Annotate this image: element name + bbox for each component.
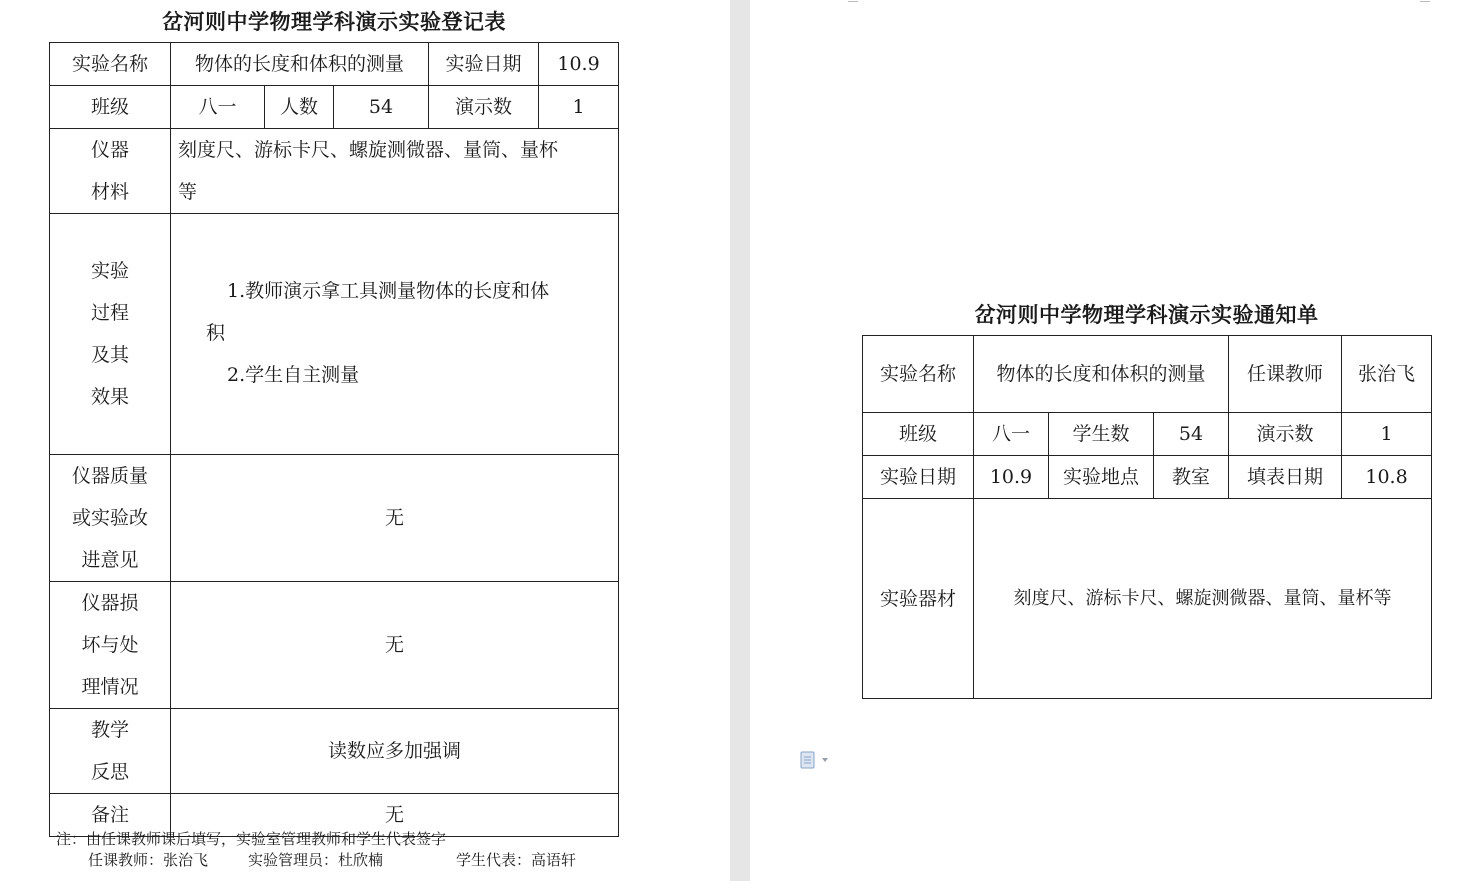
right-page (750, 0, 1474, 881)
reflection-label: 教学 反思 (50, 709, 171, 794)
quality-label: 仪器质量 或实验改 进意见 (50, 455, 171, 582)
table-row (50, 43, 619, 86)
quality-value: 无 (171, 455, 619, 582)
table-row (863, 456, 1432, 499)
notice-fill-date-value: 10.8 (1342, 456, 1432, 499)
remarks-value: 无 (171, 794, 619, 837)
page-corner-mark (848, 1, 858, 2)
table-row (50, 86, 619, 129)
count-value: 54 (334, 86, 429, 129)
class-value: 八一 (171, 86, 265, 129)
registration-table (49, 42, 619, 837)
table-row (50, 455, 619, 582)
process-value: 1.教师演示拿工具测量物体的长度和体 积 2.学生自主测量 (171, 214, 619, 455)
notice-fill-date-label: 填表日期 (1229, 456, 1342, 499)
student-signature: 学生代表：高语轩 (456, 851, 577, 869)
table-row (863, 499, 1432, 699)
count-label: 人数 (265, 86, 334, 129)
demo-value: 1 (539, 86, 619, 129)
notice-students-value: 54 (1154, 413, 1229, 456)
paste-options-icon[interactable] (800, 751, 830, 769)
notice-students-label: 学生数 (1049, 413, 1154, 456)
table-row (863, 413, 1432, 456)
notice-class-label: 班级 (863, 413, 974, 456)
table-row (50, 582, 619, 709)
left-title: 岔河则中学物理学科演示实验登记表 (162, 10, 506, 34)
notice-date-label: 实验日期 (863, 456, 974, 499)
page-corner-mark (1420, 1, 1430, 2)
notice-teacher-value: 张治飞 (1342, 336, 1432, 413)
form-note: 注：由任课教师课后填写，实验室管理教师和学生代表签字 (56, 830, 447, 848)
class-label: 班级 (50, 86, 171, 129)
remarks-label: 备注 (50, 794, 171, 837)
notice-date-value: 10.9 (974, 456, 1049, 499)
notice-place-value: 教室 (1154, 456, 1229, 499)
notice-exp-name-label: 实验名称 (863, 336, 974, 413)
manager-signature: 实验管理员：杜欣楠 (248, 851, 384, 869)
demo-label: 演示数 (429, 86, 539, 129)
notice-equipment-value: 刻度尺、游标卡尺、螺旋测微器、量筒、量杯等 (974, 499, 1432, 699)
notice-demo-value: 1 (1342, 413, 1432, 456)
notice-table (862, 335, 1432, 699)
process-label: 实验 过程 及其 效果 (50, 214, 171, 455)
notice-place-label: 实验地点 (1049, 456, 1154, 499)
notice-class-value: 八一 (974, 413, 1049, 456)
teacher-signature: 任课教师：张治飞 (88, 851, 209, 869)
exp-date-value: 10.9 (539, 43, 619, 86)
paste-options-icon[interactable] (800, 751, 830, 769)
table-row (50, 129, 619, 214)
exp-name-value: 物体的长度和体积的测量 (171, 43, 429, 86)
table-row (50, 214, 619, 455)
table-row (863, 336, 1432, 413)
damage-value: 无 (171, 582, 619, 709)
damage-label: 仪器损 坏与处 理情况 (50, 582, 171, 709)
notice-demo-label: 演示数 (1229, 413, 1342, 456)
notice-equipment-label: 实验器材 (863, 499, 974, 699)
exp-name-label: 实验名称 (50, 43, 171, 86)
page-gutter (730, 0, 750, 881)
right-title: 岔河则中学物理学科演示实验通知单 (974, 303, 1319, 327)
reflection-value: 读数应多加强调 (171, 709, 619, 794)
left-page (0, 0, 730, 881)
notice-exp-name-value: 物体的长度和体积的测量 (974, 336, 1229, 413)
equipment-label: 仪器 材料 (50, 129, 171, 214)
equipment-value: 刻度尺、游标卡尺、螺旋测微器、量筒、量杯 等 (171, 129, 619, 214)
table-row (50, 709, 619, 794)
notice-teacher-label: 任课教师 (1229, 336, 1342, 413)
exp-date-label: 实验日期 (429, 43, 539, 86)
